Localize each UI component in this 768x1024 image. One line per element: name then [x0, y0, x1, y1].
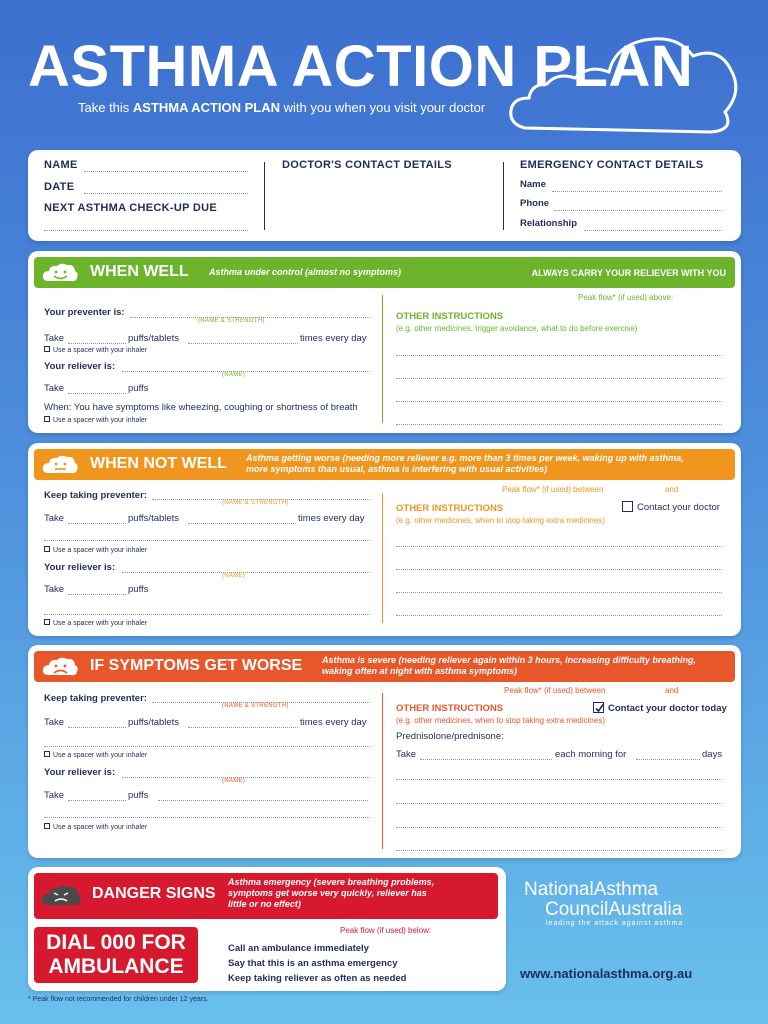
puffs-count-field[interactable]: [68, 727, 126, 728]
spacer-label: Use a spacer with your inhaler: [53, 824, 148, 831]
take-label: Take: [44, 717, 65, 728]
reliever-field[interactable]: [122, 371, 370, 372]
when-not-well-description: [246, 453, 684, 475]
name-strength-hint: (NAME & STRENGTH): [222, 703, 289, 709]
description-line: waking often at night with asthma symptoms): [322, 666, 518, 676]
keep-preventer-label: Keep taking preventer:: [44, 490, 147, 501]
spacer-label: Use a spacer with your inhaler: [53, 547, 148, 554]
times-field[interactable]: [188, 727, 298, 728]
blank-line[interactable]: [44, 817, 370, 818]
spacer-option[interactable]: [44, 823, 147, 831]
blank-line[interactable]: [44, 540, 370, 541]
patient-details-panel: [28, 150, 741, 241]
times-every-day-label: times every day: [298, 513, 365, 524]
dial-line: DIAL 000 FOR: [46, 931, 186, 954]
blank-line[interactable]: [44, 746, 370, 747]
peak-flow-label: Peak flow* (if used) between: [504, 686, 606, 695]
instructions-line[interactable]: [396, 779, 722, 780]
instructions-line[interactable]: [396, 592, 722, 593]
emergency-phone-label: Phone: [520, 198, 550, 209]
checkbox-icon[interactable]: [44, 546, 50, 552]
national-asthma-logo: [524, 880, 724, 927]
description-line: Asthma is severe (needing reliever again within 3 hours, increasing difficulty breathing,: [322, 655, 696, 665]
puffs-tablets-label: puffs/tablets: [128, 717, 180, 728]
when-symptoms-text: When: You have symptoms like wheezing, coughing or shortness of breath: [44, 402, 358, 413]
checkup-field[interactable]: [44, 230, 248, 231]
instructions-line[interactable]: [396, 378, 722, 379]
cloud-icon: [505, 20, 745, 142]
instructions-line[interactable]: [396, 803, 722, 804]
checkbox-icon[interactable]: [44, 751, 50, 757]
times-every-day-label: times every day: [300, 333, 367, 344]
subtitle-bold: ASTHMA ACTION PLAN: [132, 100, 281, 115]
contact-doctor-today-option[interactable]: [593, 702, 727, 714]
happy-face-icon: [41, 261, 79, 285]
reliever-puffs-field[interactable]: [68, 393, 126, 394]
checkup-label: NEXT ASTHMA CHECK-UP DUE: [44, 202, 218, 214]
contact-doctor-today-label: Contact your doctor today: [608, 703, 727, 714]
description-line: little or no effect): [228, 899, 301, 909]
take-label: Take: [396, 749, 417, 760]
days-field[interactable]: [636, 759, 700, 760]
blank-line[interactable]: [44, 614, 370, 615]
blank-line[interactable]: [158, 800, 368, 801]
instructions-line[interactable]: [396, 569, 722, 570]
spacer-label: Use a spacer with your inhaler: [53, 620, 148, 627]
spacer-label: Use a spacer with your inhaler: [53, 752, 148, 759]
emergency-contact-label: EMERGENCY CONTACT DETAILS: [520, 159, 704, 171]
peak-flow-and: and: [665, 686, 679, 695]
doctor-contact-label: DOCTOR'S CONTACT DETAILS: [282, 159, 452, 171]
name-strength-hint: (NAME & STRENGTH): [198, 318, 265, 324]
spacer-option[interactable]: [44, 346, 147, 354]
contact-doctor-label: Contact your doctor: [637, 502, 720, 513]
danger-description: [228, 877, 434, 910]
puffs-label: puffs: [128, 790, 149, 801]
instructions-line[interactable]: [396, 401, 722, 402]
reliever-puffs-field[interactable]: [68, 594, 126, 595]
peak-flow-label: Peak flow* (if used) above:: [578, 293, 674, 302]
subtitle-post: with you when you visit your doctor: [280, 100, 486, 115]
symptoms-worse-title: IF SYMPTOMS GET WORSE: [90, 657, 303, 674]
emergency-phone-field[interactable]: [554, 210, 722, 211]
when-not-well-panel: [28, 443, 741, 636]
take-label: Take: [44, 333, 65, 344]
emergency-relationship-field[interactable]: [584, 230, 722, 231]
name-strength-hint: (NAME & STRENGTH): [222, 500, 289, 506]
peak-flow-label: Peak flow* (if used) between: [502, 485, 604, 494]
date-label: DATE: [44, 181, 75, 193]
checkbox-icon[interactable]: [44, 823, 50, 829]
danger-step-1: Call an ambulance immediately: [228, 943, 369, 954]
column-divider: [382, 493, 383, 623]
instructions-line[interactable]: [396, 546, 722, 547]
checkbox-icon[interactable]: [44, 346, 50, 352]
carry-reliever-note: ALWAYS CARRY YOUR RELIEVER WITH YOU: [531, 268, 726, 278]
instructions-line[interactable]: [396, 424, 722, 425]
puffs-label: puffs: [128, 584, 149, 595]
spacer-label: Use a spacer with your inhaler: [53, 347, 148, 354]
spacer-label: Use a spacer with your inhaler: [53, 417, 148, 424]
details-divider: [264, 162, 265, 230]
instructions-line[interactable]: [396, 355, 722, 356]
name-label: NAME: [44, 159, 78, 171]
column-divider: [382, 693, 383, 849]
website-link[interactable]: www.nationalasthma.org.au: [520, 966, 693, 981]
take-label: Take: [44, 513, 65, 524]
when-not-well-title: WHEN NOT WELL: [90, 455, 227, 472]
name-hint: (NAME): [222, 778, 246, 784]
reliever-field[interactable]: [122, 777, 370, 778]
puffs-count-field[interactable]: [68, 523, 126, 524]
other-instructions-hint: (e.g. other medicines, trigger avoidance, what to do before exercise): [396, 324, 638, 333]
spacer-option[interactable]: [44, 416, 147, 424]
times-field[interactable]: [188, 523, 296, 524]
danger-step-3: Keep taking reliever as often as needed: [228, 973, 407, 984]
danger-peak-flow-label: Peak flow (if used) below:: [340, 926, 432, 935]
other-instructions-hint: (e.g. other medicines, when to stop taking extra medicines): [396, 516, 605, 525]
when-well-panel: [28, 251, 741, 433]
when-well-band: [34, 257, 735, 288]
danger-signs-panel: [28, 867, 506, 991]
each-morning-label: each morning for: [555, 749, 627, 760]
peak-flow-and: and: [665, 485, 679, 494]
reliever-field[interactable]: [122, 572, 370, 573]
description-line: Asthma getting worse (needing more reliever e.g. more than 3 times per week, waking up with asthma,: [246, 453, 684, 463]
neutral-face-icon: [41, 453, 79, 477]
danger-title: DANGER SIGNS: [92, 885, 216, 902]
puffs-tablets-label: puffs/tablets: [128, 513, 180, 524]
spacer-option[interactable]: [44, 619, 147, 627]
keep-preventer-label: Keep taking preventer:: [44, 693, 147, 704]
checked-checkbox-icon[interactable]: [593, 702, 604, 713]
days-label: days: [702, 749, 723, 760]
other-instructions-title: OTHER INSTRUCTIONS: [396, 703, 504, 714]
take-label: Take: [44, 584, 65, 595]
checkbox-icon[interactable]: [44, 416, 50, 422]
logo-line-2: CouncilAustralia: [545, 899, 683, 920]
logo-tagline: leading the attack against asthma: [546, 920, 684, 927]
details-divider: [503, 162, 504, 230]
sad-face-icon: [41, 655, 79, 679]
description-line: Asthma emergency (severe breathing problems,: [228, 877, 435, 887]
dial-000-text: [34, 931, 198, 979]
reliever-label: Your reliever is:: [44, 361, 116, 372]
symptoms-worse-band: [34, 651, 735, 682]
column-divider: [382, 295, 383, 423]
description-line: more symptoms than usual, asthma is interfering with usual activities): [246, 464, 548, 474]
take-label: Take: [44, 790, 65, 801]
when-well-title: WHEN WELL: [90, 263, 189, 280]
dial-000-box: [34, 927, 198, 983]
contact-doctor-option[interactable]: [622, 501, 720, 513]
prednisolone-label: Prednisolone/prednisone:: [396, 731, 504, 742]
instructions-line[interactable]: [396, 827, 722, 828]
name-hint: (NAME): [222, 573, 246, 579]
logo-line-1: NationalAsthma: [524, 879, 659, 900]
description-line: symptoms get worse very quickly, reliever has: [228, 888, 427, 898]
prednisolone-dose-field[interactable]: [420, 759, 552, 760]
distressed-cloud-icon: [40, 883, 82, 909]
puffs-tablets-label: puffs/tablets: [128, 333, 180, 344]
checkbox-icon[interactable]: [44, 619, 50, 625]
puffs-count-field[interactable]: [68, 343, 126, 344]
subtitle-pre: Take this: [78, 100, 133, 115]
symptoms-worse-description: [322, 655, 696, 677]
date-field[interactable]: [84, 193, 248, 194]
reliever-puffs-field[interactable]: [68, 800, 126, 801]
symptoms-worse-panel: [28, 645, 741, 858]
page-subtitle: [78, 100, 485, 115]
when-well-description: Asthma under control (almost no symptoms): [209, 267, 402, 277]
footnote: * Peak flow not recommended for children under 12 years.: [28, 996, 209, 1003]
puffs-label: puffs: [128, 383, 149, 394]
emergency-name-field[interactable]: [552, 191, 722, 192]
other-instructions-hint: (e.g. other medicines, when to stop taking extra medicines): [396, 716, 605, 725]
emergency-name-label: Name: [520, 179, 546, 190]
name-hint: (NAME): [222, 372, 246, 378]
instructions-line[interactable]: [396, 850, 722, 851]
danger-step-2: Say that this is an asthma emergency: [228, 958, 398, 969]
danger-band: [34, 873, 498, 919]
checkbox-icon[interactable]: [622, 501, 633, 512]
times-field[interactable]: [188, 343, 298, 344]
dial-line: AMBULANCE: [48, 955, 184, 978]
reliever-label: Your reliever is:: [44, 767, 116, 778]
reliever-label: Your reliever is:: [44, 562, 116, 573]
preventer-label: Your preventer is:: [44, 307, 125, 318]
other-instructions-title: OTHER INSTRUCTIONS: [396, 311, 504, 322]
spacer-option[interactable]: [44, 751, 147, 759]
take-label: Take: [44, 383, 65, 394]
times-every-day-label: times every day: [300, 717, 367, 728]
emergency-relationship-label: Relationship: [520, 218, 578, 229]
name-field[interactable]: [84, 171, 248, 172]
page-title: ASTHMA ACTION PLAN: [28, 34, 694, 99]
spacer-option[interactable]: [44, 546, 147, 554]
other-instructions-title: OTHER INSTRUCTIONS: [396, 503, 504, 514]
when-not-well-band: [34, 449, 735, 480]
instructions-line[interactable]: [396, 615, 722, 616]
